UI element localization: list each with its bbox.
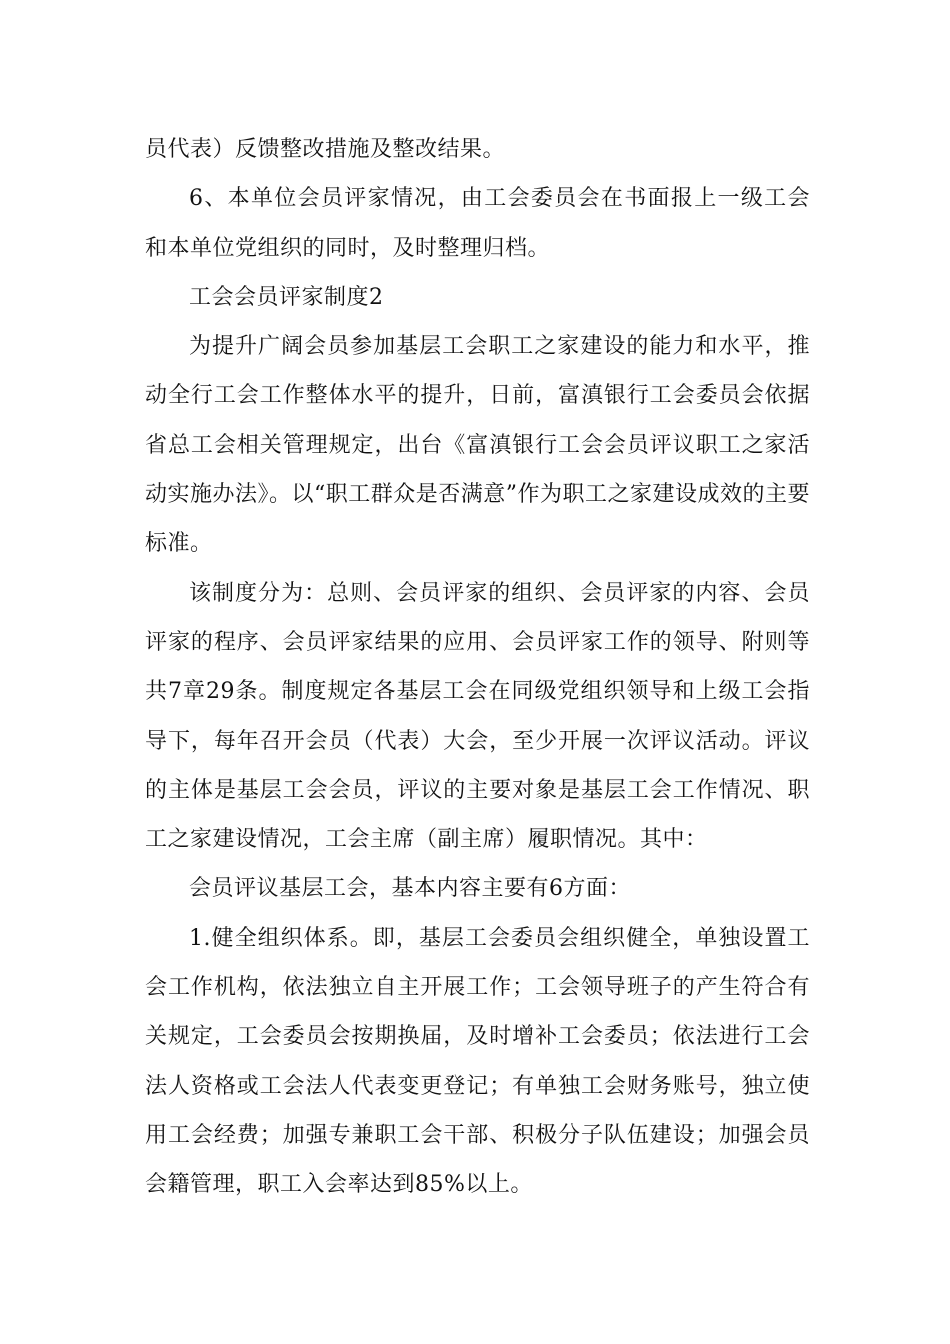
section-heading: 工会会员评家制度2 [189,284,384,310]
paragraph-continuation: 员代表）反馈整改措施及整改结果。 [145,137,506,162]
document-body [145,125,810,1210]
paragraph-item-6: 6、本单位会员评家情况，由工会委员会在书面报上一级工会和本单位党组织的同时，及时整理归档。 [145,186,810,261]
paragraph-item-1: 1.健全组织体系。即，基层工会委员会组织健全，单独设置工会工作机构，依法独立自主开展工作；工会领导班子的产生符合有关规定，工会委员会按期换届，及时增补工会委员；依法进行工会法人资格或工会法人代表变更登记；有单独工会财务账号，独立使用工会经费；加强专兼职工会干部、积极分子队伍建设；加强会员会籍管理，职工入会率达到85%以上。 [145,925,810,1198]
paragraph-structure: 该制度分为：总则、会员评家的组织、会员评家的内容、会员评家的程序、会员评家结果的应用、会员评家工作的领导、附则等共7章29条。制度规定各基层工会在同级党组织领导和上级工会指导下，每年召开会员（代表）大会，至少开展一次评议活动。评议的主体是基层工会会员，评议的主要对象是基层工会工作情况、职工之家建设情况，工会主席（副主席）履职情况。其中： [145,580,810,853]
paragraph-contents-lead: 会员评议基层工会，基本内容主要有6方面： [189,876,631,902]
paragraph-intro: 为提升广阔会员参加基层工会职工之家建设的能力和水平，推动全行工会工作整体水平的提升，日前，富滇银行工会委员会依据省总工会相关管理规定，出台《富滇银行工会会员评议职工之家活动实施办法》。以“职工群众是否满意”作为职工之家建设成效的主要标准。 [145,334,810,557]
